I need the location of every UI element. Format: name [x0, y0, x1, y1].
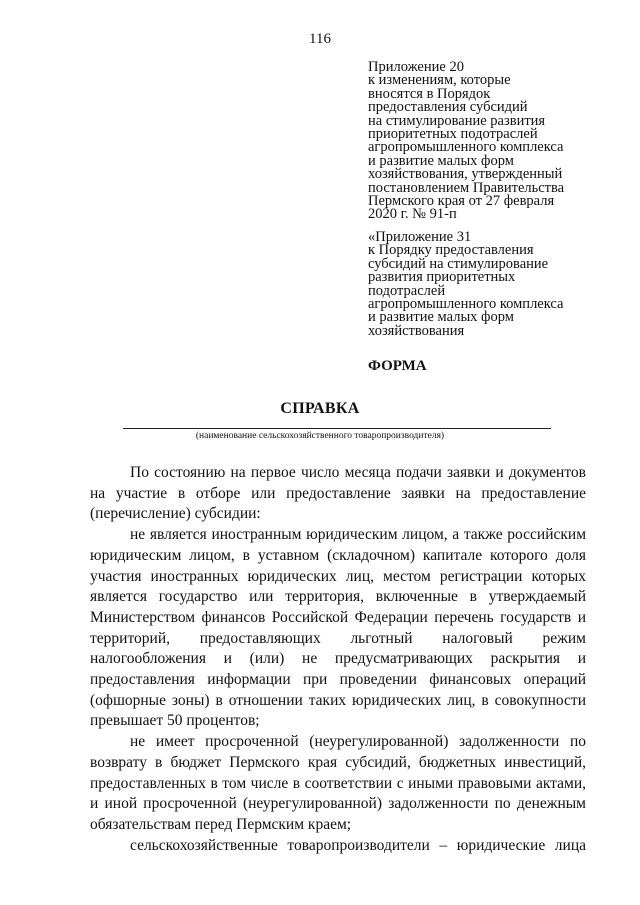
name-underline	[123, 428, 551, 429]
appendix-31-line: субсидий на стимулирование	[368, 255, 549, 272]
body-text	[90, 463, 586, 856]
appendix-31-line: хозяйствования	[368, 322, 465, 339]
body-paragraph: сельскохозяйственные товаропроизводители – юридические лица	[130, 836, 586, 854]
appendix-31-block	[368, 231, 630, 338]
body-paragraph: не имеет просроченной (неурегулированной) задолженности по возврату в бюджет Пермского края субсидий, бюджетных инвестиций, предоставленных в том числе в соответствии с иными правовыми актами, и иной просроченной (неурегулированной) задолженности по денежным обязательствам перед Пермским краем;	[90, 733, 586, 833]
appendix-20-line: к изменениям, которые	[368, 72, 511, 89]
appendix-31-line: развития приоритетных	[368, 269, 516, 286]
appendix-20-line: хозяйствования, утвержденный	[368, 166, 563, 183]
appendix-31-line: агропромышленного комплекса	[368, 296, 564, 313]
appendix-20-line: 2020 г. № 91-п	[368, 206, 457, 223]
appendix-20-line: и развитие малых форм	[368, 152, 514, 169]
appendix-31-line: «Приложение 31	[368, 229, 472, 245]
appendix-20-block	[368, 61, 630, 222]
body-paragraph: По состоянию на первое число месяца подачи заявки и документов на участие в отборе или предоставление заявки на предоставление (перечисление) субсидии:	[90, 464, 586, 523]
name-caption: (наименование сельскохозяйственного товаропроизводителя)	[195, 431, 445, 441]
document-title: СПРАВКА	[280, 400, 360, 417]
appendix-31-line: и развитие малых форм	[368, 309, 514, 326]
appendix-20-line: вносятся в Порядок	[368, 85, 491, 102]
appendix-20-line: Пермского края от 27 февраля	[368, 193, 555, 210]
appendix-31-line: подотраслей	[368, 282, 446, 299]
page-number: 116	[309, 31, 331, 47]
body-paragraph: не является иностранным юридическим лицом, а также российским юридическим лицом, в уставном (складочном) капитале которого доля участия иностранных юридических лиц, местом регистрации которых является государство или территория, включенные в утверждаемый Министерством финансов Российской Федерации перечень государств и территорий, предоставляющих льготный налоговый режим налогообложения и (или) не предусматривающих раскрытия и предоставления информации при проведении финансовых операций (офшорные зоны) в отношении таких юридических лиц, в совокупности превышает 50 процентов;	[90, 526, 586, 730]
form-label: ФОРМА	[368, 358, 427, 374]
appendix-31-line: к Порядку предоставления	[368, 242, 534, 259]
appendix-20-line: Приложение 20	[368, 59, 464, 75]
appendix-20-line: агропромышленного комплекса	[368, 139, 564, 156]
appendix-20-line: постановлением Правительства	[368, 179, 565, 196]
appendix-20-line: приоритетных подотраслей	[368, 126, 538, 143]
appendix-20-line: предоставления субсидий	[368, 99, 528, 116]
appendix-20-line: на стимулирование развития	[368, 112, 546, 129]
